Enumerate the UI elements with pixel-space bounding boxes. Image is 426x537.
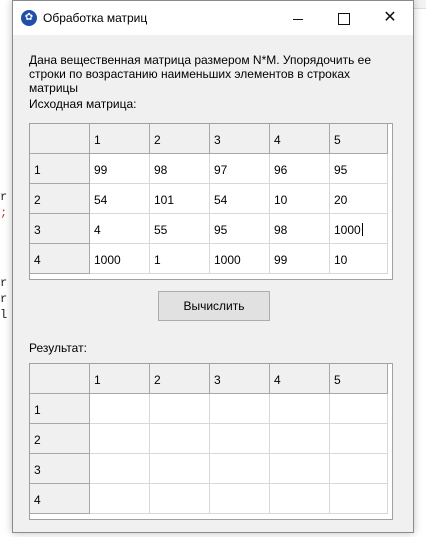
column-header: 4 bbox=[270, 124, 330, 154]
column-header: 1 bbox=[90, 364, 150, 394]
result-cell[interactable] bbox=[90, 454, 150, 484]
title-bar[interactable] bbox=[13, 1, 413, 35]
matrix-cell[interactable]: 1000 bbox=[210, 244, 270, 274]
matrix-cell-value: 1000 bbox=[334, 223, 361, 237]
result-cell[interactable] bbox=[90, 484, 150, 514]
column-header: 2 bbox=[150, 364, 210, 394]
matrix-cell[interactable]: 95 bbox=[330, 154, 388, 184]
minimize-icon bbox=[293, 19, 303, 20]
maximize-icon bbox=[338, 13, 350, 25]
grid-corner bbox=[30, 124, 90, 154]
grid-header-row bbox=[30, 364, 392, 394]
background-code-fragment: r bbox=[0, 190, 8, 204]
matrix-window bbox=[12, 0, 414, 533]
result-cell[interactable] bbox=[150, 394, 210, 424]
background-code-fragment: r bbox=[0, 276, 8, 290]
matrix-cell[interactable]: 55 bbox=[150, 214, 210, 244]
close-icon: ✕ bbox=[383, 9, 397, 26]
result-cell[interactable] bbox=[90, 424, 150, 454]
matrix-cell[interactable]: 1000 bbox=[90, 244, 150, 274]
row-header: 2 bbox=[30, 424, 90, 454]
row-header: 3 bbox=[30, 214, 90, 244]
matrix-row bbox=[30, 154, 392, 184]
row-header: 2 bbox=[30, 184, 90, 214]
matrix-cell[interactable]: 4 bbox=[90, 214, 150, 244]
result-cell[interactable] bbox=[150, 454, 210, 484]
grid-header-row bbox=[30, 124, 392, 154]
row-header: 1 bbox=[30, 154, 90, 184]
matrix-cell[interactable]: 10 bbox=[330, 244, 388, 274]
result-cell[interactable] bbox=[330, 454, 388, 484]
matrix-row bbox=[30, 214, 392, 244]
matrix-cell[interactable]: 99 bbox=[270, 244, 330, 274]
matrix-row bbox=[30, 184, 392, 214]
result-cell[interactable] bbox=[330, 394, 388, 424]
matrix-cell[interactable]: 101 bbox=[150, 184, 210, 214]
matrix-cell[interactable]: 54 bbox=[210, 184, 270, 214]
window-title: Обработка матриц bbox=[43, 11, 148, 25]
row-header: 3 bbox=[30, 454, 90, 484]
result-cell[interactable] bbox=[150, 424, 210, 454]
column-header: 4 bbox=[270, 364, 330, 394]
result-row bbox=[30, 394, 392, 424]
column-header: 5 bbox=[330, 364, 388, 394]
result-cell[interactable] bbox=[270, 394, 330, 424]
result-cell[interactable] bbox=[330, 424, 388, 454]
grid-corner bbox=[30, 364, 90, 394]
background-code-fragment: r bbox=[0, 292, 8, 306]
row-header: 4 bbox=[30, 484, 90, 514]
matrix-cell[interactable]: 97 bbox=[210, 154, 270, 184]
result-cell[interactable] bbox=[210, 394, 270, 424]
column-header: 2 bbox=[150, 124, 210, 154]
result-row bbox=[30, 454, 392, 484]
matrix-cell-editing[interactable] bbox=[330, 214, 388, 244]
result-cell[interactable] bbox=[210, 484, 270, 514]
background-code-fragment: l bbox=[0, 308, 8, 322]
result-cell[interactable] bbox=[150, 484, 210, 514]
result-cell[interactable] bbox=[210, 454, 270, 484]
matrix-cell[interactable]: 98 bbox=[150, 154, 210, 184]
result-row bbox=[30, 424, 392, 454]
source-matrix-grid[interactable] bbox=[29, 123, 393, 280]
result-cell[interactable] bbox=[270, 424, 330, 454]
matrix-cell[interactable]: 96 bbox=[270, 154, 330, 184]
matrix-cell[interactable]: 98 bbox=[270, 214, 330, 244]
result-cell[interactable] bbox=[270, 484, 330, 514]
matrix-row bbox=[30, 244, 392, 274]
result-row bbox=[30, 484, 392, 514]
source-matrix-label: Исходная матрица: bbox=[29, 97, 137, 111]
result-cell[interactable] bbox=[210, 424, 270, 454]
result-cell[interactable] bbox=[330, 484, 388, 514]
matrix-cell[interactable]: 1 bbox=[150, 244, 210, 274]
text-caret bbox=[362, 223, 363, 236]
background-app-right bbox=[412, 0, 426, 537]
row-header: 1 bbox=[30, 394, 90, 424]
result-matrix-grid[interactable] bbox=[29, 363, 393, 520]
task-description: Дана вещественная матрица размером N*M. Упорядочить ее строки по возрастанию наименьших элементов в строках матрицы bbox=[29, 53, 372, 95]
row-header: 4 bbox=[30, 244, 90, 274]
compute-button[interactable]: Вычислить bbox=[158, 291, 270, 321]
column-header: 1 bbox=[90, 124, 150, 154]
maximize-button[interactable] bbox=[321, 1, 367, 35]
minimize-button[interactable] bbox=[275, 1, 321, 35]
app-paw-icon: ✿ bbox=[21, 10, 37, 26]
matrix-cell[interactable]: 10 bbox=[270, 184, 330, 214]
matrix-cell[interactable]: 54 bbox=[90, 184, 150, 214]
matrix-cell[interactable]: 99 bbox=[90, 154, 150, 184]
column-header: 3 bbox=[210, 124, 270, 154]
result-cell[interactable] bbox=[270, 454, 330, 484]
background-app-left bbox=[0, 0, 12, 537]
column-header: 5 bbox=[330, 124, 388, 154]
result-cell[interactable] bbox=[90, 394, 150, 424]
column-header: 3 bbox=[210, 364, 270, 394]
background-code-fragment: ; bbox=[0, 206, 8, 220]
close-button[interactable] bbox=[367, 1, 413, 35]
matrix-cell[interactable]: 95 bbox=[210, 214, 270, 244]
result-label: Результат: bbox=[29, 341, 87, 355]
matrix-cell[interactable]: 20 bbox=[330, 184, 388, 214]
